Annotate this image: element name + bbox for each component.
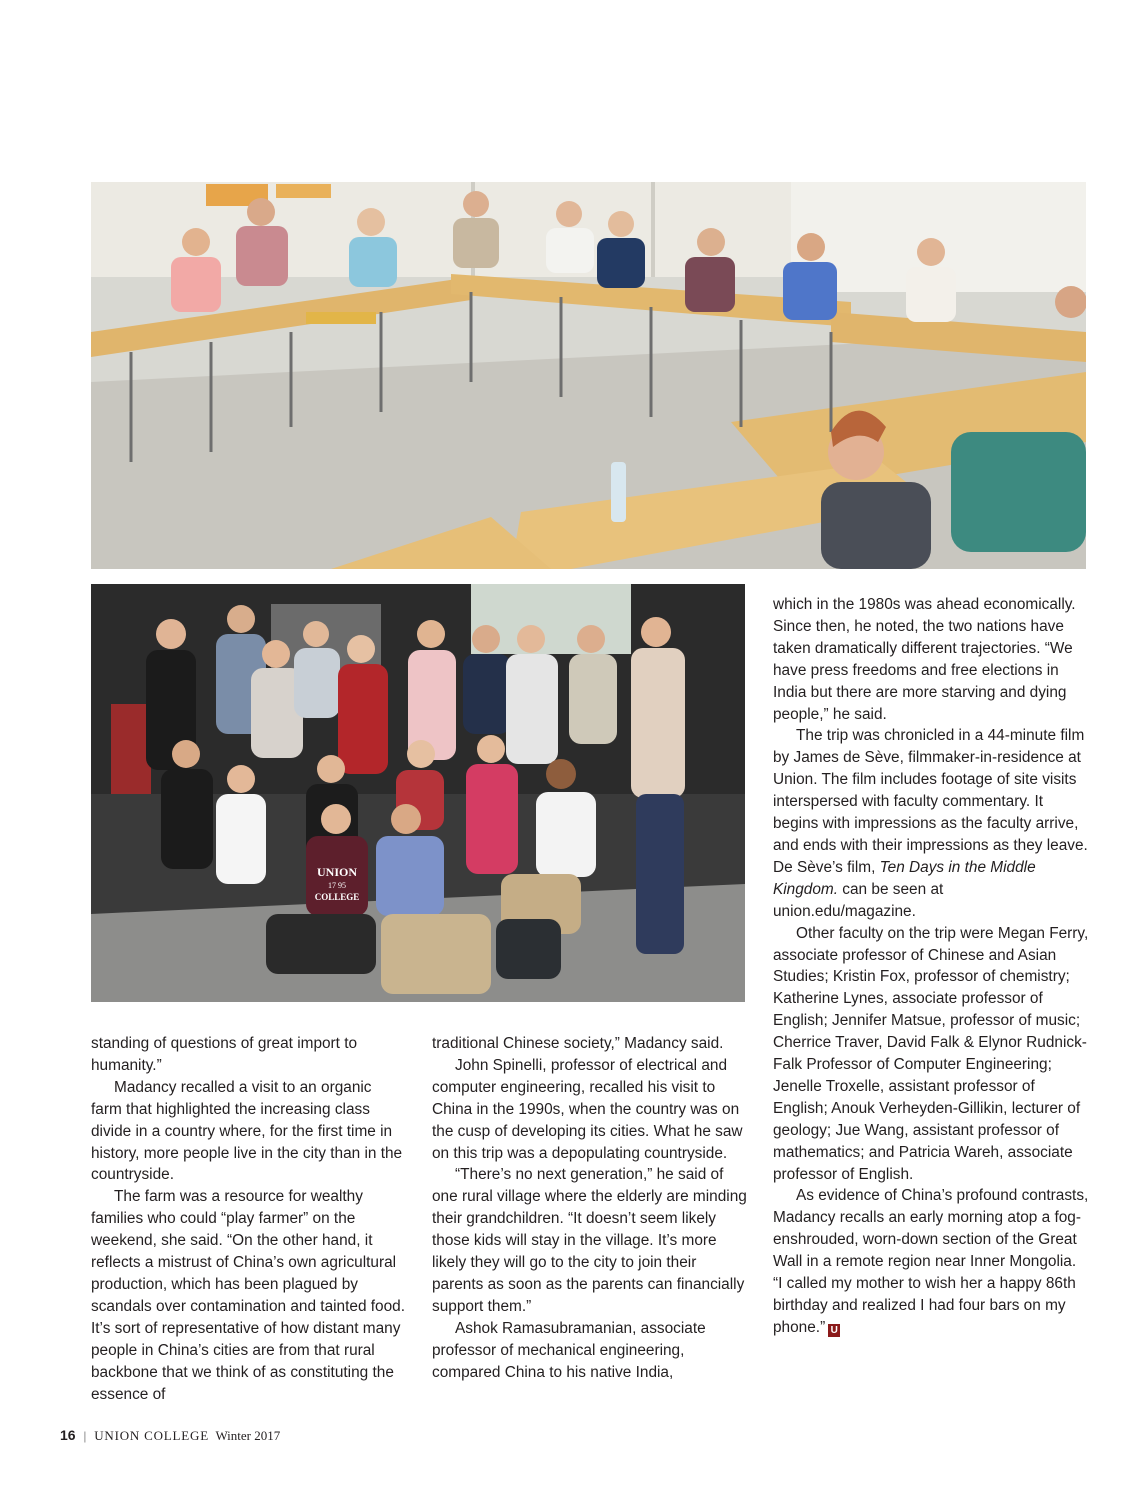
paragraph: The farm was a resource for wealthy families who could “play farmer” on the weekend, she said. “On the other hand, it reflects a mistrust of China’s own agricultural production, which has been plagued by scandals over contamination and tainted food. It’s sort of representative of how distant many people in China’s cities are from that rural backbone that we think of as constituting the essence of (91, 1188, 406, 1403)
page-number: 16 (60, 1427, 76, 1443)
paragraph-text: As evidence of China’s profound contrasts, Madancy recalls an early morning atop a fog-enshrouded, worn-down section of the Great Wall in a remote region near Inner Mongolia. “I called my mother to wish her a happy 86th birthday and realized I had four bars on my phone.” (773, 1187, 1089, 1336)
paragraph: traditional Chinese society,” Madancy said. (432, 1035, 724, 1052)
shirt-subtext: COLLEGE (314, 892, 360, 902)
article-column-1 (91, 1033, 406, 1405)
paragraph: Madancy recalled a visit to an organic farm that highlighted the increasing class divide in a country where, for the first time in history, more people live in the city than in the countryside. (91, 1078, 403, 1184)
group-photo (91, 584, 745, 1002)
page-footer (60, 1427, 280, 1444)
classroom-illustration (91, 182, 1086, 569)
group-illustration (91, 584, 745, 1002)
paragraph (773, 1185, 1089, 1338)
paragraph: standing of questions of great import to humanity.” (91, 1035, 358, 1074)
article-column-2 (432, 1033, 747, 1384)
paragraph-text: can be seen at union.edu/magazine. (773, 880, 944, 920)
paragraph: Ashok Ramasubramanian, associate professor of mechanical engineering, compared China to his native India, (432, 1319, 706, 1381)
film-title: Ten Days in the Middle Kingdom. (773, 858, 1036, 898)
paragraph: John Spinelli, professor of electrical and computer engineering, recalled his visit to China in the 1990s, when the country was on the cusp of developing its cities. What he saw on this trip was a depopulating countryside. (432, 1056, 743, 1162)
paragraph: “There’s no next generation,” he said of one rural village where the elderly are minding their grandchildren. “It doesn’t seem likely those kids will stay in the village. It’s more likely they will go to the city to join their parents as soon as the parents can financially support them.” (432, 1166, 747, 1315)
paragraph: Other faculty on the trip were Megan Ferry, associate professor of Chinese and Asian Studies; Kristin Fox, professor of chemistry; Katherine Lynes, associate professor of English; Jennifer Matsue, professor of music; Cherrice Traver, David Falk & Elynor Rudnick-Falk Professor of Computer Engineering; Jenelle Troxelle, assistant professor of English; Anouk Verheyden-Gillikin, lecturer of geology; Jue Wang, assistant professor of mathematics; and Patricia Wareh, associate professor of English. (773, 924, 1089, 1183)
issue-date: Winter 2017 (215, 1428, 281, 1443)
paragraph-text: The trip was chronicled in a 44-minute film by James de Sève, filmmaker-in-residence at Union. The film includes footage of site visits interspersed with faculty commentary. It begins with impressions as the faculty arrive, and ends with their impressions as they leave. De Sève’s film, (773, 727, 1088, 876)
article-column-3 (773, 594, 1089, 1339)
publication-name: UNION COLLEGE (94, 1428, 209, 1443)
end-mark-icon: U (828, 1324, 840, 1337)
classroom-photo (91, 182, 1086, 569)
footer-separator: | (83, 1428, 87, 1443)
shirt-text: UNION (316, 865, 358, 879)
paragraph: which in the 1980s was ahead economically. Since then, he noted, the two nations have taken dramatically different trajectories. “We have press freedoms and free elections in India but there are more starving and dying people,” he said. (773, 596, 1076, 723)
paragraph (773, 725, 1089, 922)
shirt-year: 17 95 (328, 881, 346, 890)
